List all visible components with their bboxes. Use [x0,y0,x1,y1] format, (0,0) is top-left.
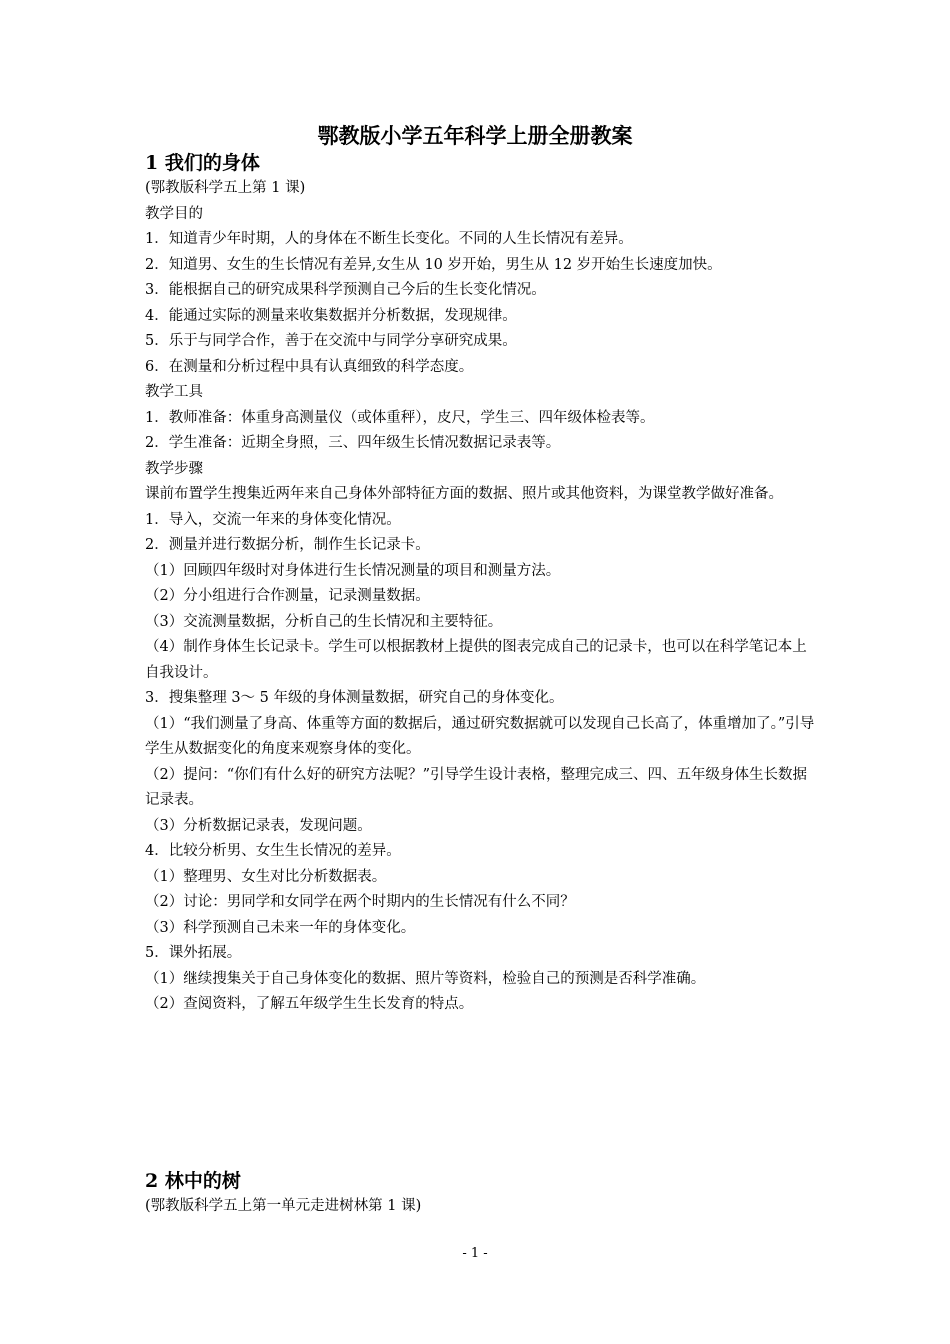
paragraph: （1）“我们测量了身高、体重等方面的数据后，通过研究数据就可以发现自己长高了，体重增加了。”引导学生从数据变化的角度来观察身体的变化。 [145,715,815,757]
paragraph: （2）查阅资料，了解五年级学生生长发育的特点。 [145,996,474,1012]
paragraph: （2）讨论：男同学和女同学在两个时期内的生长情况有什么不同？ [145,894,575,910]
section-1 [145,150,815,1018]
paragraph: 1．知道青少年时期，人的身体在不断生长变化。不同的人生长情况有差异。 [145,231,633,247]
paragraph: 2．学生准备：近期全身照，三、四年级生长情况数据记录表等。 [145,435,561,451]
document-title: 鄂教版小学五年科学上册全册教案 [317,123,633,148]
paragraph: 2．知道男、女生的生长情况有差异,女生从 10 岁开始，男生从 12 岁开始生长速度加快。 [145,256,722,273]
paragraph: （4）制作身体生长记录卡。学生可以根据教材上提供的图表完成自己的记录卡，也可以在科学笔记本上自我设计。 [145,639,807,681]
paragraph: 5．课外拓展。 [145,945,242,961]
paragraph: 课前布置学生搜集近两年来自己身体外部特征方面的数据、照片或其他资料，为课堂教学做好准备。 [145,486,783,502]
paragraph: （1）整理男、女生对比分析数据表。 [145,868,387,885]
paragraph: 3．能根据自己的研究成果科学预测自己今后的生长变化情况。 [145,282,546,298]
paragraph: （3）分析数据记录表，发现问题。 [145,817,372,834]
section-1-heading: 1 我们的身体 [145,152,260,174]
paragraph: 5．乐于与同学合作，善于在交流中与同学分享研究成果。 [145,333,517,349]
paragraph: 教学步骤 [145,460,203,477]
paragraph: （1）回顾四年级时对身体进行生长情况测量的项目和测量方法。 [145,562,561,579]
paragraph: （2）分小组进行合作测量，记录测量数据。 [145,588,430,604]
paragraph: （1）继续搜集关于自己身体变化的数据、照片等资料，检验自己的预测是否科学准确。 [145,970,706,987]
paragraph: （3）交流测量数据，分析自己的生长情况和主要特征。 [145,613,503,630]
section-2-source: (鄂教版科学五上第一单元走进树林第 1 课) [145,1198,422,1214]
section-1-source: (鄂教版科学五上第 1 课) [145,180,306,196]
paragraph: （3）科学预测自己未来一年的身体变化。 [145,919,416,936]
paragraph: 1．教师准备：体重身高测量仪（或体重秤），皮尺，学生三、四年级体检表等。 [145,409,655,426]
section-2 [145,1168,815,1220]
paragraph: 3．搜集整理 3～ 5 年级的身体测量数据，研究自己的身体变化。 [145,690,564,706]
paragraph: 1．导入，交流一年来的身体变化情况。 [145,511,401,528]
paragraph: 教学工具 [145,384,203,400]
section-2-heading: 2 林中的树 [145,1170,241,1192]
paragraph: （2）提问：“你们有什么好的研究方法呢？”引导学生设计表格，整理完成三、四、五年级身体生长数据记录表。 [145,766,808,808]
page-number: - 1 - [462,1246,488,1261]
paragraph: 4．能通过实际的测量来收集数据并分析数据，发现规律。 [145,307,517,324]
paragraph: 6．在测量和分析过程中具有认真细致的科学态度。 [145,358,474,375]
paragraph: 教学目的 [145,205,203,222]
paragraph: 2．测量并进行数据分析，制作生长记录卡。 [145,537,430,553]
paragraph: 4．比较分析男、女生生长情况的差异。 [145,843,401,859]
